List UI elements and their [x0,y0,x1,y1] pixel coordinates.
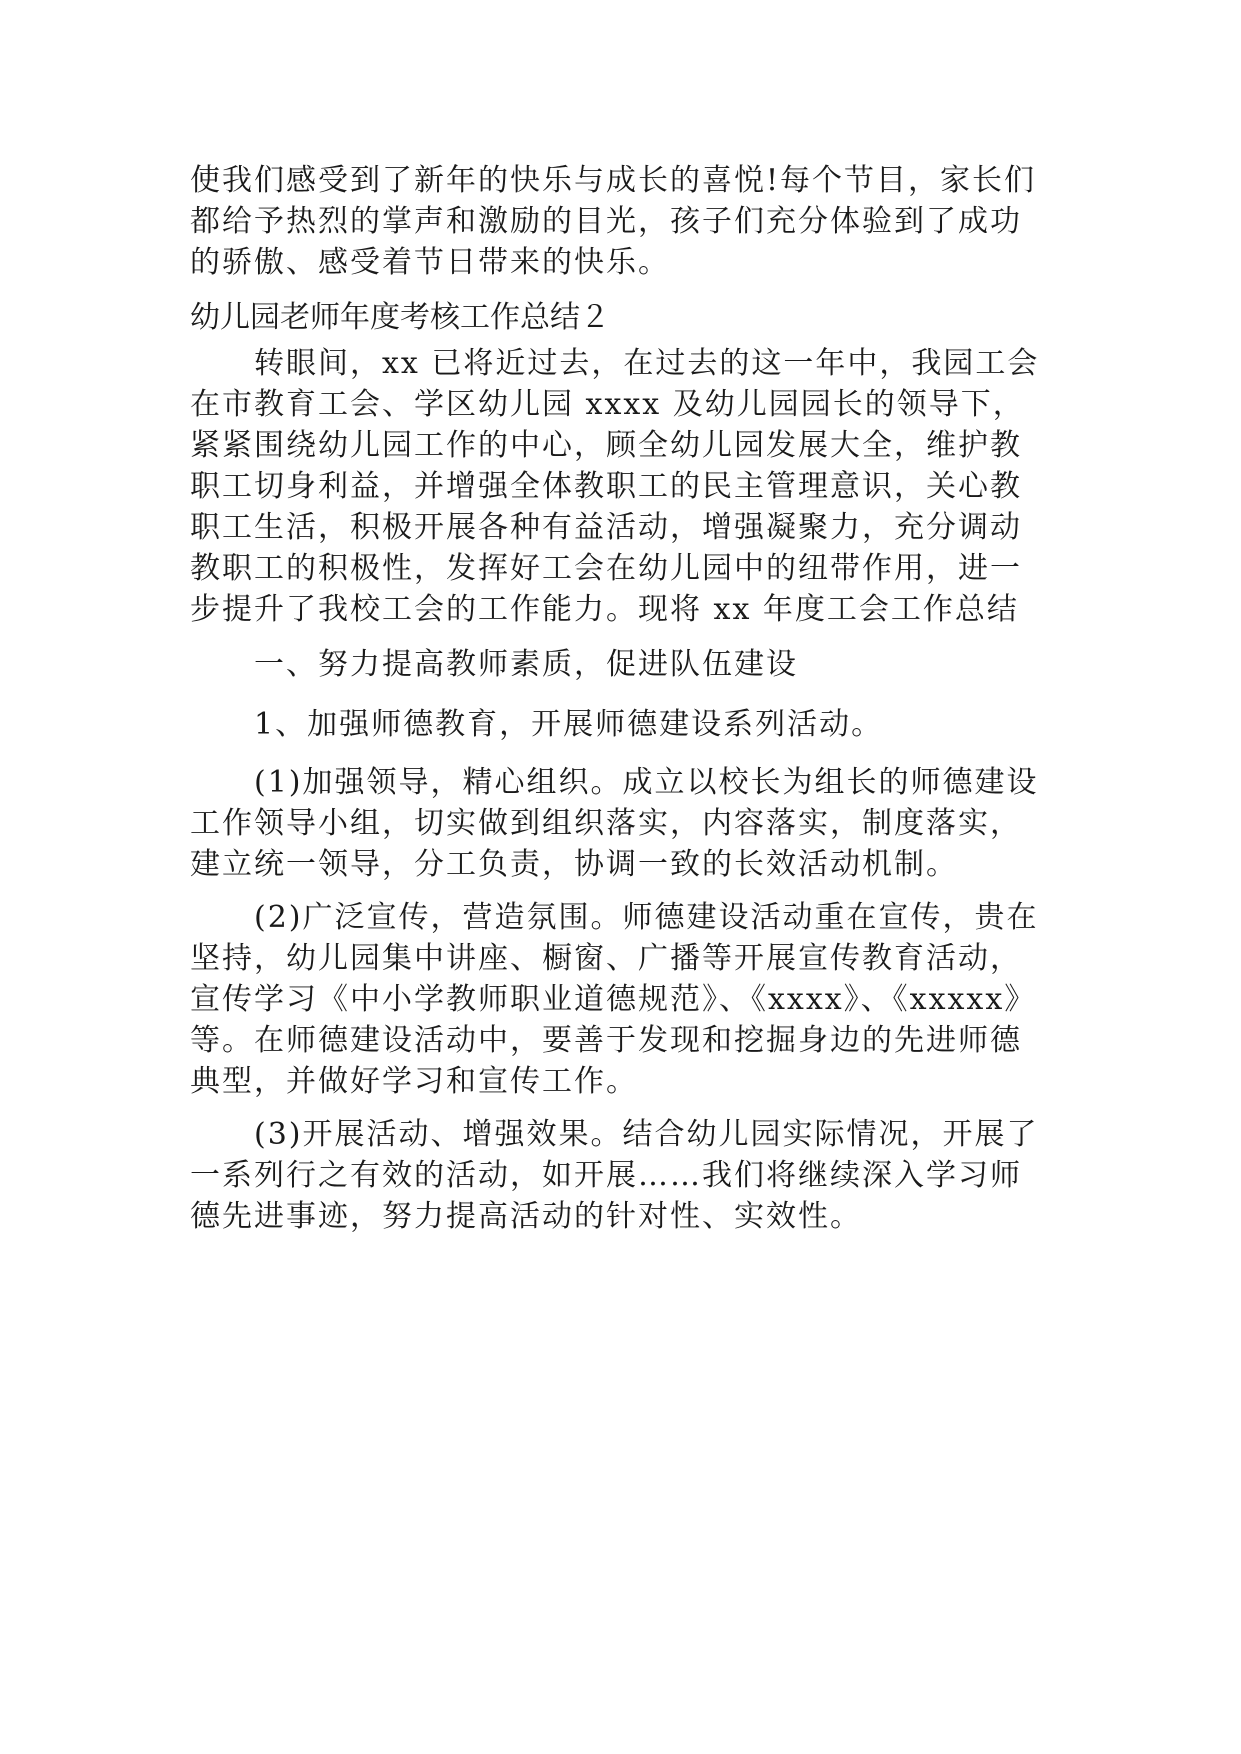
item-2: (2)广泛宣传，营造氛围。师德建设活动重在宣传，贵在坚持，幼儿园集中讲座、橱窗、广播等开展宣传教育活动，宣传学习《中小学教师职业道德规范》、《xxxx》、《xxxxx》等。在师德建设活动中，要善于发现和挖掘身边的先进师德典型，并做好学习和宣传工作。 [190,900,1039,1099]
intro-paragraph: 使我们感受到了新年的快乐与成长的喜悦!每个节目，家长们都给予热烈的掌声和激励的目光，孩子们充分体验到了成功的骄傲、感受着节日带来的快乐。 [190,163,1037,280]
paragraph-1: 转眼间，xx 已将近过去，在过去的这一年中，我园工会在市教育工会、学区幼儿园 xxxx 及幼儿园园长的领导下，紧紧围绕幼儿园工作的中心，顾全幼儿园发展大全，维护教职工切身利益，并增强全体教职工的民主管理意识，关心教职工生活，积极开展各种有益活动，增强凝聚力，充分调动教职工的积极性，发挥好工会在幼儿园中的纽带作用，进一步提升了我校工会的工作能力。现将 xx 年度工会工作总结 [190,346,1040,627]
section-title: 幼儿园老师年度考核工作总结２ [190,300,610,335]
document-page [190,160,1050,1237]
item-1: (1)加强领导，精心组织。成立以校长为组长的师德建设工作领导小组，切实做到组织落实，内容落实，制度落实，建立统一领导，分工负责，协调一致的长效活动机制。 [190,765,1039,882]
heading-1: 一、努力提高教师素质，促进队伍建设 [254,647,798,682]
heading-1-1: 1、加强师德教育，开展师德建设系列活动。 [254,707,884,742]
item-3: (3)开展活动、增强效果。结合幼儿园实际情况，开展了一系列行之有效的活动，如开展……我们将继续深入学习师德先进事迹，努力提高活动的针对性、实效性。 [190,1117,1039,1234]
